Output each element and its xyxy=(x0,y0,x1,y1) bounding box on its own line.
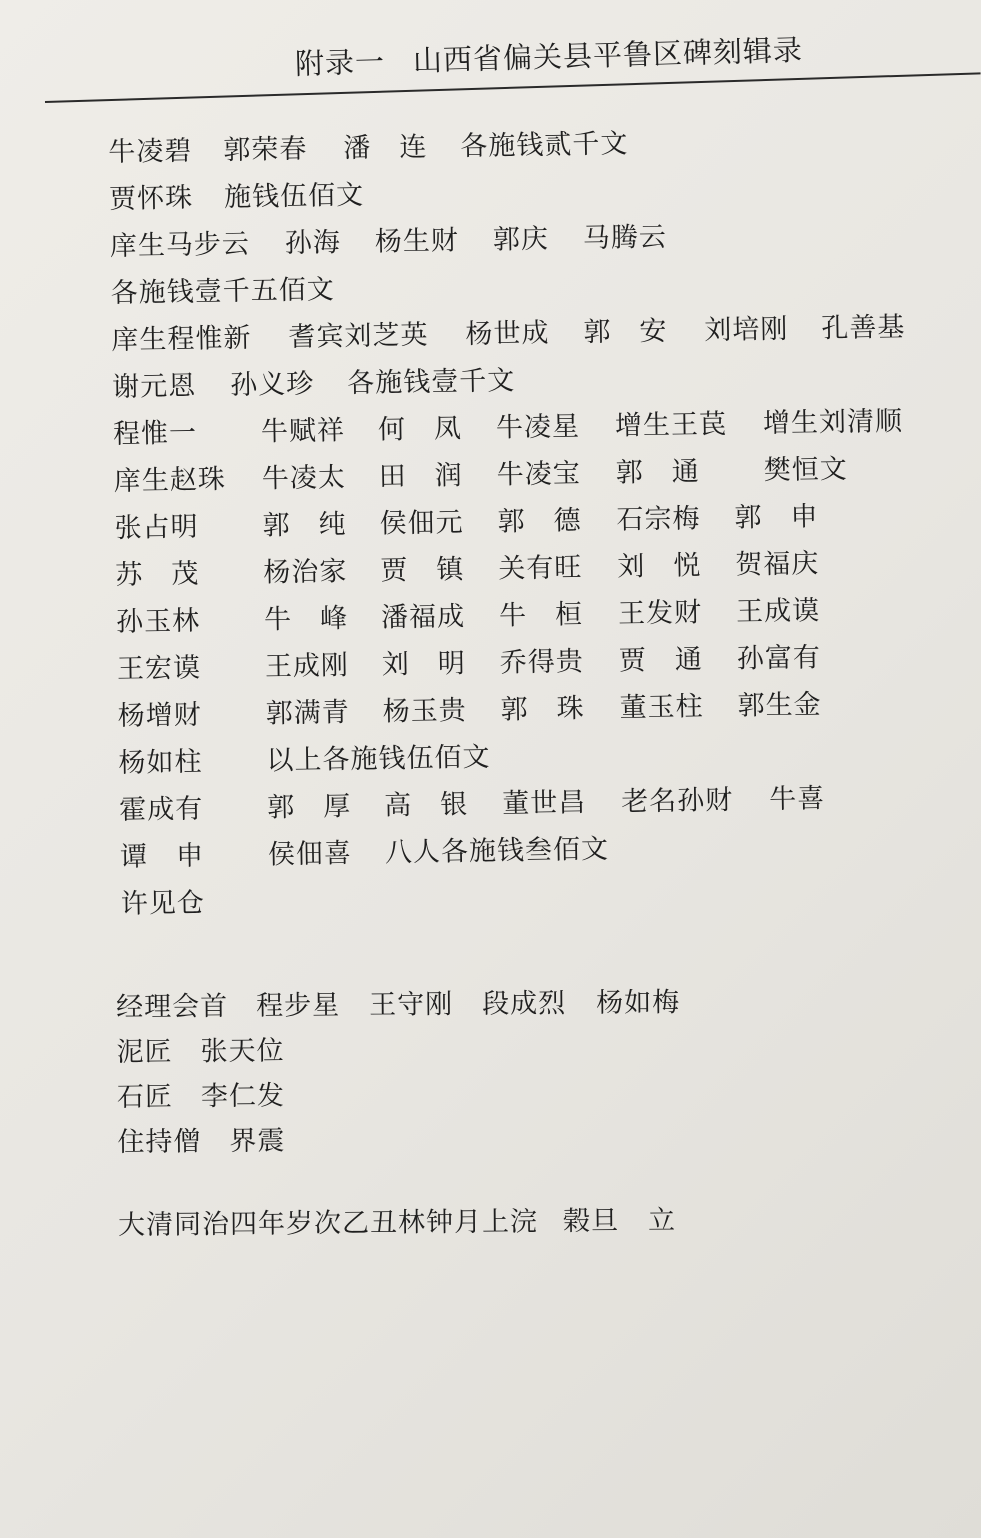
name: 谭 申 xyxy=(119,840,205,873)
name: 张天位 xyxy=(200,1035,285,1068)
name: 杨世成 xyxy=(465,317,550,351)
name: 乔得贵 xyxy=(499,646,585,679)
donation-note: 各施钱壹千五佰文 xyxy=(110,274,335,309)
name: 潘 连 xyxy=(343,131,428,165)
name: 程步星 xyxy=(256,990,341,1022)
name: 刘 明 xyxy=(381,648,467,681)
name: 郭满青 xyxy=(265,697,350,730)
name: 苏 茂 xyxy=(115,558,200,591)
name: 贾 通 xyxy=(618,644,704,677)
name: 杨生财 xyxy=(374,225,460,258)
role-label: 石匠 xyxy=(116,1081,174,1113)
name: 增生王苠 xyxy=(614,408,728,442)
role-label: 泥匠 xyxy=(116,1036,173,1068)
name: 郭 申 xyxy=(734,501,819,534)
name: 孙海 xyxy=(284,227,342,260)
name: 杨如梅 xyxy=(596,987,681,1019)
donation-note: 八人各施钱叁佰文 xyxy=(384,833,610,869)
name: 潘福成 xyxy=(380,601,466,634)
name: 孙义珍 xyxy=(229,368,315,402)
donation-note: 施钱伍佰文 xyxy=(223,179,365,214)
erected-mark: 立 xyxy=(647,1205,677,1237)
name: 郭荣春 xyxy=(223,133,308,167)
name: 侯佃喜 xyxy=(267,838,353,871)
name: 贾怀珠 xyxy=(108,182,194,215)
name: 田 润 xyxy=(378,460,464,493)
name: 牛喜 xyxy=(768,783,826,816)
name: 程惟一 xyxy=(112,417,198,450)
name: 刘培刚 xyxy=(704,313,789,347)
name: 董世昌 xyxy=(501,787,587,820)
name: 界震 xyxy=(229,1125,286,1158)
name: 霍成有 xyxy=(119,793,204,826)
name: 牛赋祥 xyxy=(260,415,346,448)
name: 牛凌太 xyxy=(261,462,347,495)
name: 董玉柱 xyxy=(619,691,704,724)
name: 张占明 xyxy=(114,511,199,544)
header-title: 山西省偏关县平鲁区碑刻辑录 xyxy=(412,32,804,78)
officials-section xyxy=(116,985,681,1248)
name: 马腾云 xyxy=(582,221,668,255)
name: 关有旺 xyxy=(498,552,583,585)
name: 段成烈 xyxy=(482,988,567,1020)
name: 杨增财 xyxy=(117,699,202,732)
name: 王守刚 xyxy=(369,989,454,1021)
name: 贾 镇 xyxy=(380,554,465,587)
name: 贺福庆 xyxy=(735,548,820,581)
donor-list xyxy=(108,116,981,929)
name: 孔善基 xyxy=(821,311,906,345)
name: 郭 通 xyxy=(615,456,701,489)
name: 郭 德 xyxy=(497,505,582,538)
name: 刘 悦 xyxy=(617,550,702,583)
name: 李仁发 xyxy=(200,1080,286,1113)
name: 孙富有 xyxy=(736,642,822,675)
name: 牛 桓 xyxy=(498,599,584,632)
name: 樊恒文 xyxy=(763,453,848,487)
name: 庠生赵珠 xyxy=(113,464,227,497)
name: 石宗梅 xyxy=(616,503,701,536)
name: 增生刘清顺 xyxy=(762,405,904,440)
name: 庠生程惟新 xyxy=(111,322,252,356)
name: 许见仓 xyxy=(120,887,206,920)
name: 谢元恩 xyxy=(112,370,197,403)
name: 高 银 xyxy=(383,789,469,822)
name: 杨如柱 xyxy=(118,746,203,779)
name: 郭 珠 xyxy=(500,693,585,726)
name: 庠生马步云 xyxy=(109,228,251,262)
name: 牛 峰 xyxy=(263,603,349,636)
name: 杨治家 xyxy=(263,556,348,589)
name: 侯佃元 xyxy=(379,507,464,540)
name: 郭 纯 xyxy=(262,509,347,542)
name: 牛凌星 xyxy=(495,411,581,444)
name: 王宏谟 xyxy=(116,652,202,685)
name: 老名孙财 xyxy=(620,784,734,818)
donation-note: 各施钱壹千文 xyxy=(346,365,516,400)
running-header xyxy=(294,28,803,83)
role-label: 经理会首 xyxy=(116,991,229,1023)
donation-note: 各施钱贰千文 xyxy=(460,128,629,163)
name: 何 凤 xyxy=(377,413,463,446)
header-rule xyxy=(45,72,981,103)
name: 杨玉贵 xyxy=(382,695,467,728)
donation-note: 以上各施钱伍佰文 xyxy=(266,741,491,777)
role-label: 住持僧 xyxy=(117,1126,202,1158)
name: 郭 厚 xyxy=(267,791,352,824)
name: 王成谟 xyxy=(735,595,821,628)
name: 郭生金 xyxy=(737,689,822,722)
auspicious-day: 榖旦 xyxy=(562,1205,620,1238)
name: 牛凌宝 xyxy=(496,458,582,491)
appendix-label: 附录一 xyxy=(294,44,386,81)
name: 郭庆 xyxy=(492,223,550,256)
name: 牛凌碧 xyxy=(108,135,193,168)
name: 王成刚 xyxy=(264,650,350,683)
name: 郭 安 xyxy=(583,315,668,349)
name: 孙玉林 xyxy=(115,605,201,638)
date-text: 大清同治四年岁次乙丑林钟月上浣 xyxy=(117,1206,539,1241)
name: 耆宾刘芝英 xyxy=(288,319,429,354)
name: 王发财 xyxy=(617,597,703,630)
